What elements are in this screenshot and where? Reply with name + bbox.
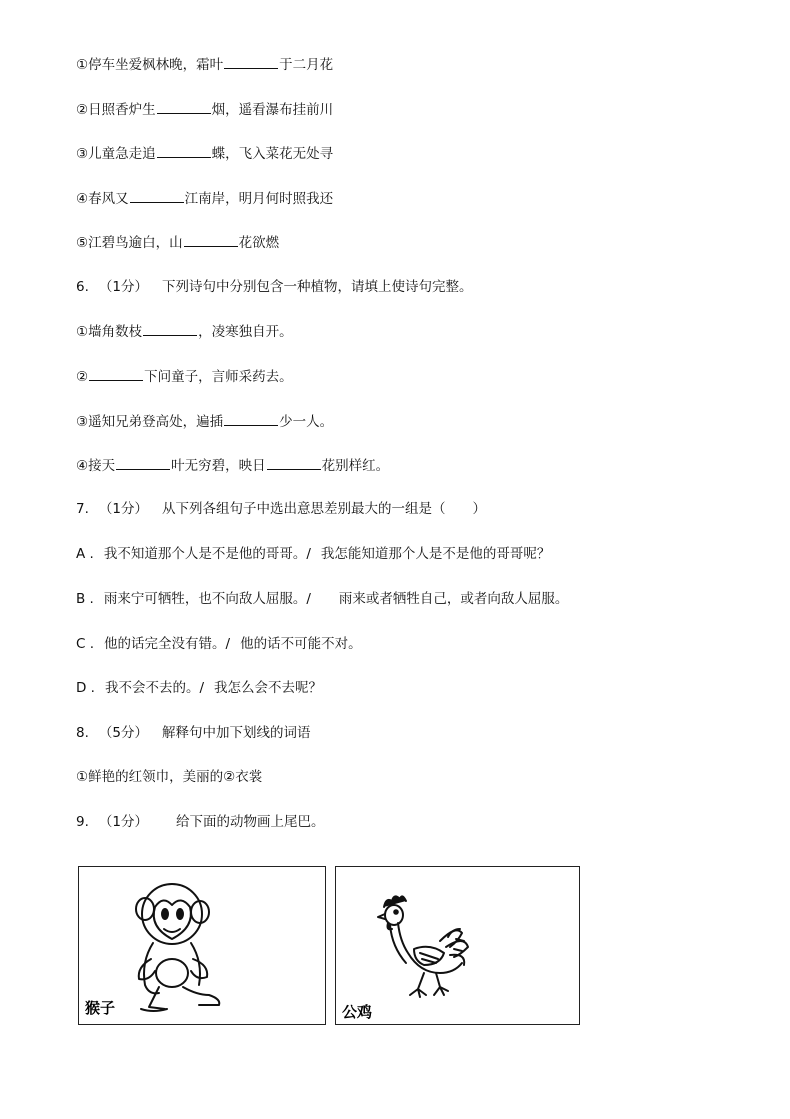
option-text: 他的话不可能不对。: [240, 636, 362, 652]
poem-line-text: ③儿童急走追: [76, 146, 156, 162]
picture-label: 公鸡: [342, 1003, 373, 1021]
question-number: 6.: [76, 279, 89, 295]
item-text: 少一人。: [279, 414, 334, 430]
question-7-header: [76, 500, 486, 518]
question-6-header: [76, 278, 472, 296]
question-score: （1分）: [98, 501, 148, 517]
poem-line-3: [76, 144, 333, 163]
option-c[interactable]: [76, 635, 362, 653]
question-score: （5分）: [98, 725, 148, 741]
option-text: 我不知道那个人是不是他的哥哥。/: [103, 546, 311, 562]
item-text: ①墙角数枝: [76, 324, 143, 340]
poem-line-text: 江南岸，明月何时照我还: [184, 191, 334, 207]
question-stem: 解释句中加下划线的词语: [161, 725, 311, 741]
question-stem: 下列诗句中分别包含一种植物，请填上使诗句完整。: [161, 279, 473, 295]
picture-label: 猴子: [85, 999, 116, 1017]
poem-line-text: ①停车坐爱枫林晚，霜叶: [76, 57, 224, 73]
question-stem: 给下面的动物画上尾巴。: [175, 814, 325, 830]
poem-line-4: [76, 189, 333, 208]
answer-blank[interactable]: [157, 144, 211, 158]
poem-line-text: 蝶，飞入菜花无处寻: [211, 146, 334, 162]
poem-line-1: [76, 55, 333, 74]
item-text: 花别样红。: [321, 458, 390, 474]
item-text: ③遥知兄弟登高处，遍插: [76, 414, 224, 430]
question-9-header: [76, 813, 324, 831]
monkey-drawing-icon: [79, 867, 325, 1024]
rooster-drawing-icon: [336, 867, 579, 1024]
sentence-text: ①鲜艳的红领巾，美丽的②衣裳: [76, 769, 263, 785]
item-text: ②: [76, 369, 89, 385]
option-label: C .: [76, 636, 95, 652]
option-label: B .: [76, 591, 94, 607]
option-text: 雨来宁可牺牲，也不向敌人屈服。/: [103, 591, 311, 607]
question-stem: 从下列各组句子中选出意思差别最大的一组是（ ）: [161, 501, 486, 517]
question-number: 7.: [76, 501, 89, 517]
answer-blank[interactable]: [116, 456, 170, 470]
option-b[interactable]: [76, 590, 568, 608]
question-8-sentence: [76, 768, 262, 786]
answer-blank[interactable]: [89, 367, 143, 381]
option-d[interactable]: [76, 679, 322, 697]
answer-blank[interactable]: [267, 456, 321, 470]
option-text: 他的话完全没有错。/: [104, 636, 231, 652]
question-6-item-1: [76, 322, 293, 341]
poem-line-5: [76, 233, 279, 252]
question-score: （1分）: [98, 279, 148, 295]
rooster-picture-box[interactable]: [335, 866, 580, 1025]
poem-line-text: ②日照香炉生: [76, 102, 156, 118]
item-text: 叶无穷碧，映日: [171, 458, 266, 474]
option-text: 我怎能知道那个人是不是他的哥哥呢？: [320, 546, 551, 562]
question-score: （1分）: [98, 814, 148, 830]
answer-blank[interactable]: [157, 100, 211, 114]
option-a[interactable]: [76, 545, 550, 563]
question-6-item-4: [76, 456, 389, 475]
poem-line-2: [76, 100, 333, 119]
answer-blank[interactable]: [224, 412, 278, 426]
item-text: ④接天: [76, 458, 116, 474]
question-number: 9.: [76, 814, 89, 830]
option-label: A .: [76, 546, 94, 562]
poem-line-text: ⑤江碧鸟逾白，山: [76, 235, 183, 251]
answer-blank[interactable]: [130, 189, 184, 203]
poem-line-text: 花欲燃: [238, 235, 280, 251]
answer-blank[interactable]: [143, 322, 197, 336]
item-text: ，凌寒独自开。: [198, 324, 293, 340]
item-text: 下问童子，言师采药去。: [144, 369, 293, 385]
option-text: 我怎么会不去呢？: [214, 680, 323, 696]
option-label: D .: [76, 680, 95, 696]
monkey-picture-box[interactable]: [78, 866, 326, 1025]
poem-line-text: ④春风又: [76, 191, 129, 207]
answer-blank[interactable]: [184, 233, 238, 247]
question-6-item-2: [76, 367, 293, 386]
option-text: 雨来或者牺牲自己，或者向敌人屈服。: [338, 591, 569, 607]
question-8-header: [76, 724, 310, 742]
poem-line-text: 于二月花: [279, 57, 334, 73]
option-text: 我不会不去的。/: [104, 680, 205, 696]
poem-line-text: 烟，遥看瀑布挂前川: [211, 102, 334, 118]
question-6-item-3: [76, 412, 333, 431]
answer-blank[interactable]: [224, 55, 278, 69]
question-number: 8.: [76, 725, 89, 741]
